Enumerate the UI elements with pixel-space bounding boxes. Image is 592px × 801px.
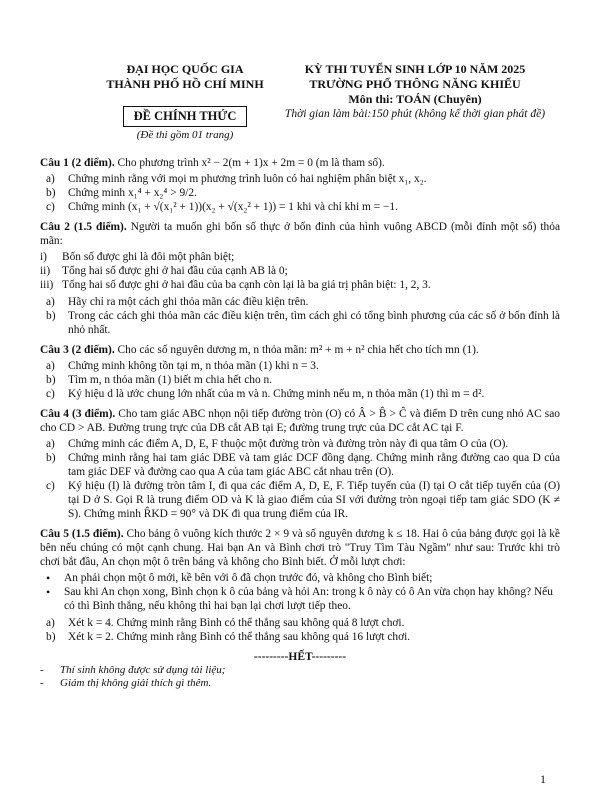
question-4-label: Câu 4 (3 điểm).: [40, 408, 116, 420]
header-left: [96, 62, 274, 141]
subject-name: Môn thi: TOÁN (Chuyên): [348, 92, 482, 106]
question-5-rule-1: • An phải chọn một ô mới, kề bên với ô đã chọn trước đó, và không cho Bình biết;: [40, 571, 560, 585]
school-name: TRƯỜNG PHỔ THÔNG NĂNG KHIẾU: [309, 77, 521, 91]
question-3-item-b: b) Tìm m, n thỏa mãn (1) biết m chia hết cho n.: [46, 374, 273, 386]
question-5-intro: Cho bảng ô vuông kích thước 2 × 9 và số nguyên dương k ≤ 18. Hai ô của bảng được gọi là kề bên nếu chúng có một cạnh chung. Hai bạn An và Bình chơi trò "Truy Tìm Tàu Ngầm" như sau: Trước khi trò chơi bắt đầu, An chọn một ô trên bảng và không cho Bình biết. Ở mỗi lượt chơi:: [40, 528, 560, 568]
note-2: - Giám thị không giải thích gì thêm.: [40, 677, 212, 689]
question-3-item-a: a) Chứng minh không tồn tại m, n thỏa mãn (1) khi n = 3.: [46, 360, 319, 372]
question-1-item-b: b) Chứng minh x₁⁴ + x₂⁴ > 9/2.: [46, 187, 197, 199]
question-1-intro: Cho phương trình x² − 2(m + 1)x + 2m = 0 (m là tham số).: [117, 157, 385, 169]
exam-title: KỲ THI TUYỂN SINH LỚP 10 NĂM 2025: [304, 62, 526, 76]
question-2-intro: Người ta muốn ghi bốn số thực ở bốn đỉnh của hình vuông ABCD (mỗi đỉnh một số) thỏa mãn:: [40, 221, 560, 247]
university-name: ĐẠI HỌC QUỐC GIA: [126, 62, 244, 76]
question-2-item-a: a) Hãy chỉ ra một cách ghi thỏa mãn các điều kiện trên.: [46, 296, 309, 308]
city-name: THÀNH PHỐ HỒ CHÍ MINH: [106, 77, 264, 91]
question-3-label: Câu 3 (2 điểm).: [40, 344, 115, 356]
bullet-icon: •: [46, 571, 51, 585]
question-4: [40, 407, 560, 435]
note-1: - Thí sinh không được sử dụng tài liệu;: [40, 664, 226, 676]
question-2: [40, 220, 560, 248]
header-right: [270, 62, 560, 122]
exam-content: [40, 156, 560, 690]
question-5-item-b: b) Xét k = 2. Chứng minh rằng Bình có thể thắng sau không quá 16 lượt chơi.: [46, 631, 411, 643]
question-4-item-c: c) Ký hiệu (I) là đường tròn tâm I, đi qua các điểm A, D, E, F. Tiếp tuyến của (I) tại O cắt tiếp tuyến của (O) tại D ở S. Gọi R là trung điểm OD và K là giao điểm của SI với đường tròn ngoại tiếp tam giác SDO (K ≠ S). Chứng minh R̂KD = 90° và DK đi qua trung điểm của IR.: [46, 480, 560, 520]
question-2-item-b: b) Trong các cách ghi thỏa mãn các điều kiện trên, tìm cách ghi có tổng bình phương của các số ở bốn đỉnh là nhỏ nhất.: [46, 310, 560, 336]
question-3: [40, 343, 560, 357]
question-2-condition-ii: ii) Tổng hai số được ghi ở hai đầu của cạnh AB là 0;: [40, 265, 288, 277]
page-number: 1: [540, 772, 546, 786]
pages-note: (Đề thi gồm 01 trang): [136, 129, 234, 141]
question-1-label: Câu 1 (2 điểm).: [40, 157, 115, 169]
question-4-item-b: b) Chứng minh rằng hai tam giác DBE và tam giác DCF đồng dạng. Chứng minh rằng đường cao qua D của tam giác DEF và đường cao qua A của tam giác ABC cắt nhau trên (O).: [46, 452, 560, 478]
question-1: [40, 156, 560, 170]
question-4-item-a: a) Chứng minh các điểm A, D, E, F thuộc một đường tròn và đường tròn này đi qua tâm O của (O).: [46, 438, 509, 450]
end-mark: ---------HẾT---------: [253, 651, 347, 663]
question-3-intro: Cho các số nguyên dương m, n thỏa mãn: m² + m + n² chia hết cho tích mn (1).: [117, 344, 479, 356]
question-5-item-a: a) Xét k = 4. Chứng minh rằng Bình có thể thắng sau không quá 8 lượt chơi.: [46, 617, 405, 629]
question-5-rule-2: • Sau khi An chọn xong, Bình chọn k ô của bảng và hỏi An: trong k ô này có ô An vừa chọn hay không? Nếu có thì Bình thắng, nếu không thì hai bạn lại chơi lượt tiếp theo.: [40, 585, 560, 613]
question-2-label: Câu 2 (1.5 điểm).: [40, 221, 127, 233]
question-5-label: Câu 5 (1.5 điểm).: [40, 528, 124, 540]
bullet-icon: •: [46, 585, 51, 599]
question-2-condition-iii: iii) Tổng hai số được ghi ở hai đầu của ba cạnh còn lại là ba giá trị phân biệt: 1, 2, 3.: [40, 279, 431, 291]
question-4-intro: Cho tam giác ABC nhọn nội tiếp đường tròn (O) có Â > B̂ > Ĉ và điểm D trên cung nhỏ AC sao cho CD > AB. Đường trung trực của DB cắt AB tại E; đường trung trực của DC cắt AC tại F.: [40, 408, 560, 434]
question-5: [40, 527, 560, 569]
question-1-item-a: a) Chứng minh rằng với mọi m phương trình luôn có hai nghiệm phân biệt x₁, x₂.: [46, 173, 427, 185]
question-1-item-c: c) Chứng minh (x₁ + √(x₁² + 1))(x₂ + √(x₂² + 1)) = 1 khi và chỉ khi m = −1.: [46, 201, 398, 213]
time-note: Thời gian làm bài:150 phút (không kể thời gian phát đề): [284, 108, 546, 120]
official-exam-box: ĐỀ CHÍNH THỨC: [123, 106, 248, 127]
question-3-item-c: c) Ký hiệu d là ước chung lớn nhất của m và n. Chứng minh nếu m, n thỏa mãn (1) thì m = d².: [46, 388, 485, 400]
question-2-condition-i: i) Bốn số được ghi là đôi một phân biệt;: [40, 251, 235, 263]
